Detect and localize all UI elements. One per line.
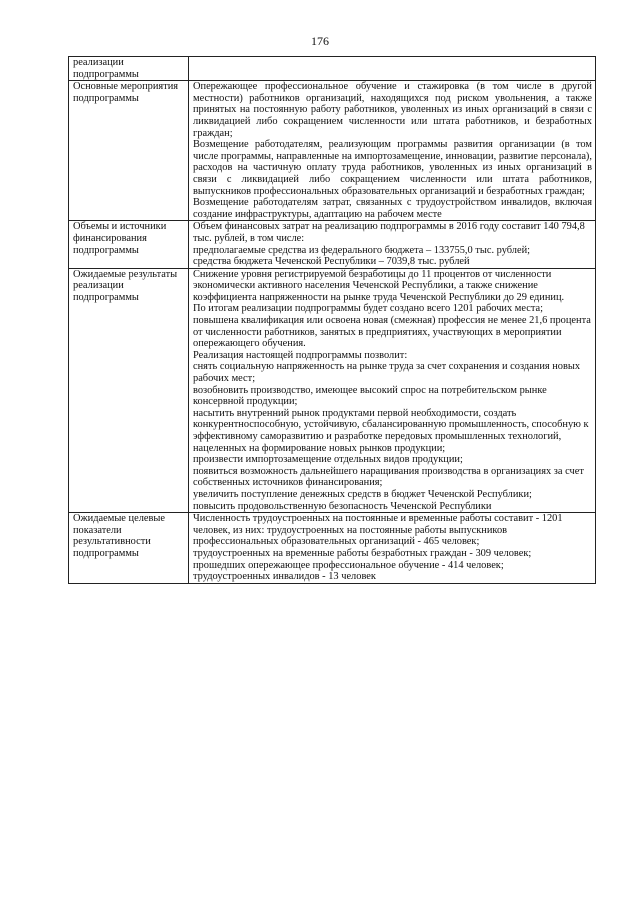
content-paragraph: Реализация настоящей подпрограммы позволит: — [193, 349, 408, 361]
page-number: 176 — [311, 34, 329, 48]
content-paragraph: снять социальную напряженность на рынке труда за счет сохранения и создания новых рабочих мест; — [193, 361, 581, 385]
content-paragraph: предполагаемые средства из федерального бюджета – 133755,0 тыс. рублей; — [193, 244, 531, 256]
content-paragraph: Снижение уровня регистрируемой безработицы до 11 процентов от численности экономически активного населения Чеченской Республики, а также снижение коэффициента напряженности на рынке труда Чеченской Республики до 29 единиц. — [193, 268, 565, 303]
content-paragraph: Объем финансовых затрат на реализацию подпрограммы в 2016 году составит 140 794,8 тыс. рублей, в том числе: — [193, 221, 585, 244]
table-row-expected-results — [69, 268, 596, 512]
content-paragraph: возобновить производство, имеющее высокий спрос на потребительском рынке консервной продукции; — [193, 384, 547, 408]
table-row-target-indicators — [69, 513, 596, 584]
row-content — [189, 81, 596, 221]
content-paragraph: повышена квалификация или освоена новая (смежная) профессия не менее 21,6 процента от численности работников, занятых в предприятиях, участвующих в мероприятии опережающего обучения. — [193, 315, 591, 350]
content-paragraph: Возмещение работодателям, реализующим программы развития организации (в том числе программы, направленные на импортозамещение, инновации, развитие персонала), расходов на частичную оплату труда работников, уволенных из иных организаций в связи с ликвидацией либо сокращением численности или штата работников, выпускников профессиональных образовательных организаций и безработных граждан; — [193, 139, 592, 197]
content-paragraph: средства бюджета Чеченской Республики – 7039,8 тыс. рублей — [193, 256, 470, 268]
row-label: реализации подпрограммы — [69, 57, 189, 81]
content-paragraph: Численность трудоустроенных на постоянные и временные работы составит - 1201 человек, из них: трудоустроенных на постоянные работы выпускников профессиональных образовательных организаций - 465 человек; — [193, 513, 563, 548]
content-paragraph: появиться возможность дальнейшего наращивания производства в организациях за счет собственных источников финансирования; — [193, 465, 584, 489]
row-content — [189, 268, 596, 512]
table-row-funding — [69, 221, 596, 268]
content-paragraph: Возмещение работодателям затрат, связанных с трудоустройством инвалидов, включая создание инфраструктуры, адаптацию на рабочем месте — [193, 197, 592, 220]
content-paragraph: увеличить поступление денежных средств в бюджет Чеченской Республики; — [193, 488, 532, 500]
table-row-main-activities — [69, 81, 596, 221]
row-label: Ожидаемые результаты реализации подпрограммы — [69, 268, 189, 512]
content-paragraph: По итогам реализации подпрограммы будет создано всего 1201 рабочих места; — [193, 303, 544, 315]
row-content — [189, 221, 596, 268]
content-paragraph: насытить внутренний рынок продуктами первой необходимости, создать конкурентноспособную, устойчивую, сбалансированную промышленность, способную к эффективному саморазвитию и разработке передовых промышленных технологий, нацеленных на формирование новых рынков продукции; — [193, 407, 589, 454]
row-label: Основные мероприятия подпрограммы — [69, 81, 189, 221]
table-row-implementation — [69, 57, 596, 81]
content-paragraph: Опережающее профессиональное обучение и стажировка (в том числе в другой местности) работников организаций, находящихся под риском увольнения, а также принятых на постоянную работу работников, уволенных из иных организаций в связи с ликвидацией либо сокращением численности или штата работников, и безработных граждан; — [193, 81, 592, 139]
row-label: Объемы и источники финансирования подпрограммы — [69, 221, 189, 268]
content-paragraph: повысить продовольственную безопасность Чеченской Республики — [193, 500, 492, 512]
content-paragraph: трудоустроенных на временные работы безработных граждан - 309 человек; — [193, 547, 532, 559]
row-content — [189, 513, 596, 584]
content-paragraph: произвести импортозамещение отдельных видов продукции; — [193, 454, 463, 466]
content-paragraph: трудоустроенных инвалидов - 13 человек — [193, 571, 376, 583]
row-content-empty — [189, 57, 596, 81]
row-label: Ожидаемые целевые показатели результативности подпрограммы — [69, 513, 189, 584]
content-paragraph: прошедших опережающее профессиональное обучение - 414 человек; — [193, 559, 504, 571]
subprogram-passport-table — [68, 56, 596, 584]
